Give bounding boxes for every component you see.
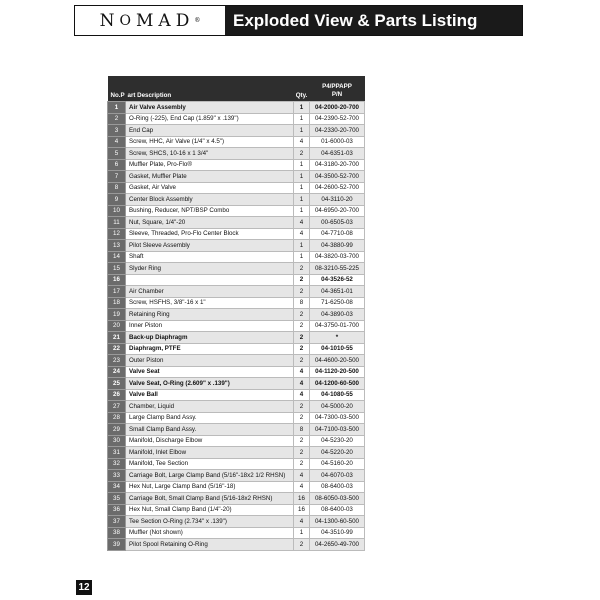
part-number-cell: 04-3820-03-700 <box>310 251 365 263</box>
description-cell: Carriage Bolt, Small Clamp Band (5/16-18x2 RHSN) <box>126 493 294 505</box>
description-cell: Gasket, Muffler Plate <box>126 171 294 183</box>
part-number-cell: 04-3500-52-700 <box>310 171 365 183</box>
item-number-cell: 37 <box>108 516 126 528</box>
description-cell <box>126 274 294 286</box>
description-cell: Valve Seat <box>126 366 294 378</box>
item-number-cell: 29 <box>108 424 126 436</box>
description-cell: Gasket, Air Valve <box>126 182 294 194</box>
part-number-cell: 04-3110-20 <box>310 194 365 206</box>
item-number-cell: 16 <box>108 274 126 286</box>
quantity-cell: 1 <box>294 182 310 194</box>
part-number-cell: 00-6505-03 <box>310 217 365 229</box>
part-number-cell: 04-5220-20 <box>310 447 365 459</box>
item-number-cell: 32 <box>108 458 126 470</box>
quantity-cell: 2 <box>294 274 310 286</box>
part-number-cell: 04-2330-20-700 <box>310 125 365 137</box>
part-number-cell: 04-2000-20-700 <box>310 102 365 114</box>
item-number-cell: 11 <box>108 217 126 229</box>
table-row <box>108 286 365 298</box>
item-number-cell: 38 <box>108 527 126 539</box>
quantity-cell: 4 <box>294 389 310 401</box>
quantity-cell: 2 <box>294 412 310 424</box>
table-row <box>108 458 365 470</box>
quantity-cell: 2 <box>294 263 310 275</box>
table-row <box>108 240 365 252</box>
part-number-cell: 04-3651-01 <box>310 286 365 298</box>
quantity-cell: 4 <box>294 470 310 482</box>
logo-letter: A <box>158 10 176 31</box>
part-number-cell: 04-1010-55 <box>310 343 365 355</box>
description-cell: Air Chamber <box>126 286 294 298</box>
table-row <box>108 182 365 194</box>
part-number-cell: 04-6070-03 <box>310 470 365 482</box>
item-number-cell: 28 <box>108 412 126 424</box>
item-number-cell: 12 <box>108 228 126 240</box>
table-row <box>108 493 365 505</box>
description-cell: Pilot Sleeve Assembly <box>126 240 294 252</box>
description-cell: Manifold, Inlet Elbow <box>126 447 294 459</box>
quantity-cell: 2 <box>294 539 310 551</box>
part-number-cell: 04-1200-60-500 <box>310 378 365 390</box>
part-number-cell: 04-1300-60-500 <box>310 516 365 528</box>
item-number-cell: 30 <box>108 435 126 447</box>
table-row <box>108 424 365 436</box>
table-row <box>108 113 365 125</box>
description-cell: Tee Section O-Ring (2.734" x .139") <box>126 516 294 528</box>
part-number-cell: 04-6351-03 <box>310 148 365 160</box>
table-row <box>108 389 365 401</box>
quantity-cell: 1 <box>294 527 310 539</box>
part-number-cell: 04-3890-03 <box>310 309 365 321</box>
part-number-cell: 08-6400-03 <box>310 481 365 493</box>
table-row <box>108 148 365 160</box>
item-number-cell: 14 <box>108 251 126 263</box>
quantity-cell: 1 <box>294 102 310 114</box>
part-number-cell: * <box>310 332 365 344</box>
item-number-cell: 6 <box>108 159 126 171</box>
item-number-cell: 9 <box>108 194 126 206</box>
table-row <box>108 194 365 206</box>
registered-mark: ® <box>194 17 201 24</box>
item-number-cell: 19 <box>108 309 126 321</box>
quantity-cell: 8 <box>294 297 310 309</box>
item-number-cell: 25 <box>108 378 126 390</box>
quantity-cell: 1 <box>294 240 310 252</box>
item-number-cell: 21 <box>108 332 126 344</box>
part-number-cell: 04-5160-20 <box>310 458 365 470</box>
description-cell: Bushing, Reducer, NPT/BSP Combo <box>126 205 294 217</box>
description-cell: Center Block Assembly <box>126 194 294 206</box>
table-row <box>108 263 365 275</box>
part-number-cell: 04-3526-52 <box>310 274 365 286</box>
part-number-cell: 04-3880-99 <box>310 240 365 252</box>
quantity-cell: 2 <box>294 447 310 459</box>
quantity-cell: 1 <box>294 159 310 171</box>
table-row <box>108 251 365 263</box>
table-row <box>108 401 365 413</box>
description-cell: Valve Seat, O-Ring (2.609" x .139") <box>126 378 294 390</box>
logo-letter: O <box>119 12 136 29</box>
part-number-cell: 04-2650-49-700 <box>310 539 365 551</box>
page-title: Exploded View & Parts Listing <box>225 6 522 35</box>
table-row <box>108 171 365 183</box>
table-row <box>108 378 365 390</box>
parts-table-body <box>108 102 365 551</box>
item-number-cell: 10 <box>108 205 126 217</box>
part-number-cell: 04-1120-20-500 <box>310 366 365 378</box>
parts-table <box>107 76 365 551</box>
table-row <box>108 435 365 447</box>
description-cell: Manifold, Tee Section <box>126 458 294 470</box>
part-number-cell: 04-3180-20-700 <box>310 159 365 171</box>
table-row <box>108 102 365 114</box>
description-cell: Back-up Diaphragm <box>126 332 294 344</box>
table-row <box>108 527 365 539</box>
part-number-header-line1: P4/PPAPP <box>322 83 352 90</box>
description-cell: Hex Nut, Large Clamp Band (5/16"-18) <box>126 481 294 493</box>
page-number: 12 <box>76 580 92 595</box>
part-number-cell: 04-3750-01-700 <box>310 320 365 332</box>
table-row <box>108 539 365 551</box>
table-row <box>108 309 365 321</box>
item-number-cell: 31 <box>108 447 126 459</box>
part-number-cell: 04-7710-08 <box>310 228 365 240</box>
table-row <box>108 355 365 367</box>
part-number-cell: 04-4600-20-500 <box>310 355 365 367</box>
quantity-cell: 4 <box>294 136 310 148</box>
quantity-cell: 4 <box>294 516 310 528</box>
parts-table-container <box>107 76 364 551</box>
table-row <box>108 274 365 286</box>
item-number-cell: 1 <box>108 102 126 114</box>
quantity-cell: 1 <box>294 251 310 263</box>
description-cell: O-Ring (-225), End Cap (1.859" x .139") <box>126 113 294 125</box>
table-row <box>108 470 365 482</box>
table-row <box>108 504 365 516</box>
description-cell: Diaphragm, PTFE <box>126 343 294 355</box>
item-number-cell: 22 <box>108 343 126 355</box>
table-row <box>108 481 365 493</box>
quantity-cell: 2 <box>294 458 310 470</box>
description-cell: Screw, SHCS, 10-16 x 1 3/4" <box>126 148 294 160</box>
item-number-cell: 20 <box>108 320 126 332</box>
logo-letter: M <box>136 10 159 31</box>
table-row <box>108 516 365 528</box>
item-number-cell: 35 <box>108 493 126 505</box>
table-row <box>108 297 365 309</box>
table-row <box>108 217 365 229</box>
part-number-cell: 04-3510-99 <box>310 527 365 539</box>
table-row <box>108 205 365 217</box>
quantity-cell: 1 <box>294 113 310 125</box>
quantity-cell: 2 <box>294 148 310 160</box>
item-number-cell: 13 <box>108 240 126 252</box>
description-cell: Carriage Bolt, Large Clamp Band (5/16"-18x2 1/2 RHSN) <box>126 470 294 482</box>
item-number-cell: 33 <box>108 470 126 482</box>
item-number-cell: 3 <box>108 125 126 137</box>
quantity-cell: 2 <box>294 343 310 355</box>
quantity-cell: 4 <box>294 481 310 493</box>
quantity-cell: 4 <box>294 228 310 240</box>
quantity-cell: 4 <box>294 366 310 378</box>
part-number-cell: 04-2600-52-700 <box>310 182 365 194</box>
part-number-cell: 08-6400-03 <box>310 504 365 516</box>
quantity-cell: 16 <box>294 493 310 505</box>
description-cell: Retaining Ring <box>126 309 294 321</box>
description-cell: Sleeve, Threaded, Pro-Flo Center Block <box>126 228 294 240</box>
part-number-cell: 04-7300-03-500 <box>310 412 365 424</box>
description-cell: Small Clamp Band Assy. <box>126 424 294 436</box>
column-header-qty: Qty. <box>294 76 310 102</box>
part-number-cell: 71-6250-08 <box>310 297 365 309</box>
quantity-cell: 2 <box>294 332 310 344</box>
table-row <box>108 332 365 344</box>
quantity-cell: 4 <box>294 217 310 229</box>
description-cell: Screw, HSFHS, 3/8"-16 x 1" <box>126 297 294 309</box>
item-number-cell: 27 <box>108 401 126 413</box>
table-row <box>108 343 365 355</box>
part-number-cell: 08-6050-03-500 <box>310 493 365 505</box>
quantity-cell: 1 <box>294 171 310 183</box>
quantity-cell: 2 <box>294 309 310 321</box>
quantity-cell: 8 <box>294 424 310 436</box>
table-header-row <box>108 76 365 102</box>
part-number-cell: 04-6950-20-700 <box>310 205 365 217</box>
part-number-cell: 08-3210-55-225 <box>310 263 365 275</box>
description-cell: Pilot Spool Retaining O-Ring <box>126 539 294 551</box>
item-number-cell: 4 <box>108 136 126 148</box>
description-cell: Valve Ball <box>126 389 294 401</box>
part-number-cell: 04-5230-20 <box>310 435 365 447</box>
quantity-cell: 2 <box>294 401 310 413</box>
quantity-cell: 1 <box>294 205 310 217</box>
description-cell: End Cap <box>126 125 294 137</box>
table-row <box>108 366 365 378</box>
logo-letter: D <box>175 10 195 31</box>
description-cell: Large Clamp Band Assy. <box>126 412 294 424</box>
description-cell: Screw, HHC, Air Valve (1/4" x 4.5") <box>126 136 294 148</box>
item-number-cell: 39 <box>108 539 126 551</box>
item-number-cell: 7 <box>108 171 126 183</box>
description-cell: Nut, Square, 1/4"-20 <box>126 217 294 229</box>
description-cell: Outer Piston <box>126 355 294 367</box>
table-row <box>108 125 365 137</box>
quantity-cell: 1 <box>294 194 310 206</box>
quantity-cell: 2 <box>294 355 310 367</box>
part-number-header-line2: P/N <box>331 91 343 98</box>
description-cell: Manifold, Discharge Elbow <box>126 435 294 447</box>
item-number-cell: 8 <box>108 182 126 194</box>
item-number-cell: 15 <box>108 263 126 275</box>
item-number-cell: 2 <box>108 113 126 125</box>
logo-letter: N <box>99 10 120 31</box>
item-number-cell: 17 <box>108 286 126 298</box>
quantity-cell: 2 <box>294 286 310 298</box>
description-cell: Air Valve Assembly <box>126 102 294 114</box>
table-row <box>108 412 365 424</box>
column-header-part-number <box>310 76 365 102</box>
table-row <box>108 447 365 459</box>
part-number-cell: 04-5000-20 <box>310 401 365 413</box>
part-number-cell: 04-2390-52-700 <box>310 113 365 125</box>
column-header-description: art Description <box>126 76 294 102</box>
table-row <box>108 159 365 171</box>
item-number-cell: 34 <box>108 481 126 493</box>
table-row <box>108 136 365 148</box>
description-cell: Hex Nut, Small Clamp Band (1/4"-20) <box>126 504 294 516</box>
description-cell: Muffler Plate, Pro-Flo® <box>126 159 294 171</box>
table-row <box>108 228 365 240</box>
page-header <box>74 5 523 36</box>
item-number-cell: 26 <box>108 389 126 401</box>
nomad-logo <box>75 6 225 35</box>
part-number-cell: 04-7100-03-500 <box>310 424 365 436</box>
column-header-no: No.P <box>108 76 126 102</box>
description-cell: Shaft <box>126 251 294 263</box>
quantity-cell: 2 <box>294 435 310 447</box>
description-cell: Chamber, Liquid <box>126 401 294 413</box>
part-number-cell: 04-1080-55 <box>310 389 365 401</box>
item-number-cell: 18 <box>108 297 126 309</box>
item-number-cell: 5 <box>108 148 126 160</box>
item-number-cell: 24 <box>108 366 126 378</box>
item-number-cell: 23 <box>108 355 126 367</box>
quantity-cell: 4 <box>294 378 310 390</box>
quantity-cell: 16 <box>294 504 310 516</box>
item-number-cell: 36 <box>108 504 126 516</box>
quantity-cell: 1 <box>294 125 310 137</box>
table-row <box>108 320 365 332</box>
description-cell: Slyder Ring <box>126 263 294 275</box>
quantity-cell: 2 <box>294 320 310 332</box>
description-cell: Muffler (Not shown) <box>126 527 294 539</box>
part-number-cell: 01-6000-03 <box>310 136 365 148</box>
description-cell: Inner Piston <box>126 320 294 332</box>
